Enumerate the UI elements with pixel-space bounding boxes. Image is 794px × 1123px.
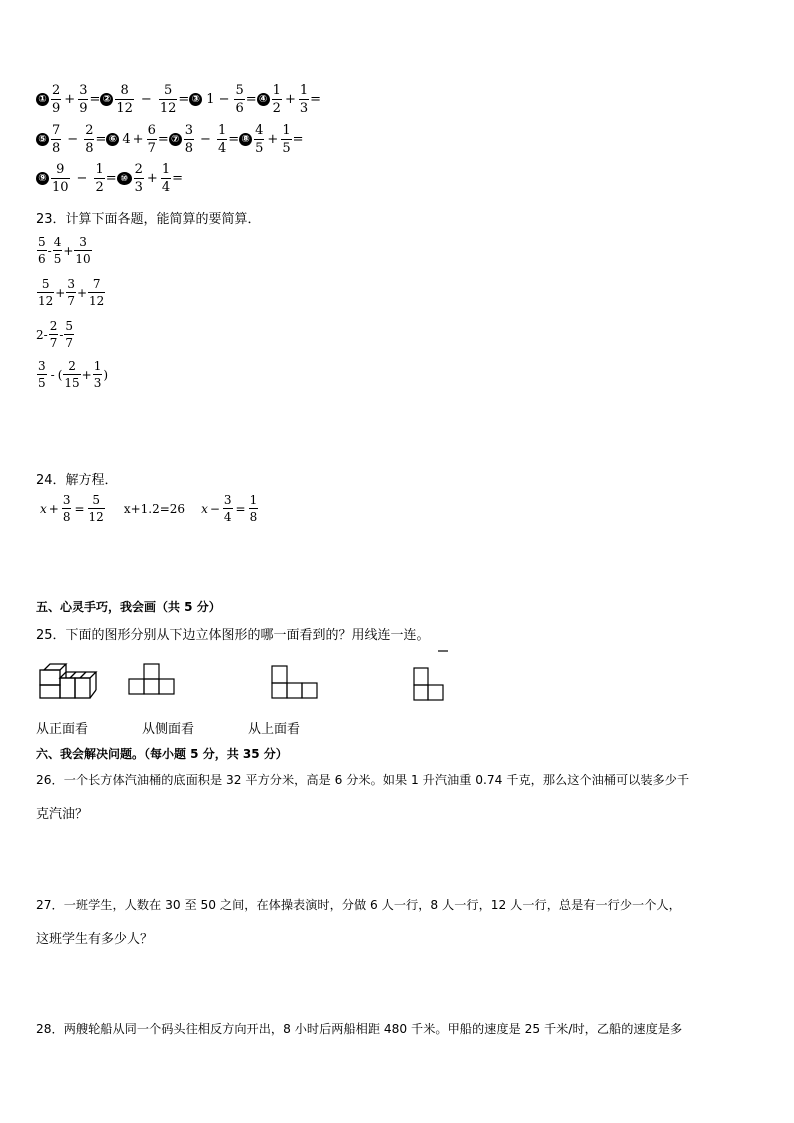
item-marker-6: ⑥ bbox=[106, 133, 119, 146]
section-6-heading: 六、我会解决问题。（每小题 5 分，共 35 分） bbox=[36, 747, 288, 761]
q23-expr-4: $\frac{3}{5}$ - ( $\frac{2}{15}$ + $\frac{1}{3}$ ) bbox=[38, 359, 109, 390]
fraction: $\frac{1}{5}$ bbox=[282, 123, 291, 156]
fraction: $\frac{5}{12}$ bbox=[159, 83, 177, 116]
q23-expr-3: 2- $\frac{2}{7}$ - $\frac{5}{7}$ bbox=[36, 319, 74, 350]
q23-expr-1: $\frac{5}{6}$ - $\frac{4}{5}$ + $\frac{3}{10}$ bbox=[38, 235, 91, 266]
q22-line-2: ⑤ $\frac{7}{8}$ − $\frac{2}{8}$ = ⑥ 4 + $\frac{6}{7}$ = ⑦ $\frac{3}{8}$ − $\frac{1}{4}$ = ⑧ $\frac{4}{5}$ + $\frac{1}{5}$ = bbox=[36, 124, 304, 155]
q25-title: 25．下面的图形分别从下边立体图形的哪一面看到的？用线连一连。 bbox=[36, 628, 430, 643]
q28-line-1: 28．两艘轮船从同一个码头往相反方向开出，8 小时后两船相距 480 千米。甲船的速度是 25 千米/时，乙船的速度是多 bbox=[36, 1022, 683, 1036]
q26-line-2: 克汽油？ bbox=[36, 807, 89, 822]
q27-line-1: 27．一班学生，人数在 30 至 50 之间，在体操表演时，分做 6 人一行，8 人一行，12 人一行，总是有一行少一个人， bbox=[36, 898, 681, 912]
fraction: $\frac{1}{2}$ bbox=[272, 83, 281, 116]
item-marker-8: ⑧ bbox=[239, 133, 252, 146]
solid-figure bbox=[36, 660, 106, 702]
fraction: $\frac{7}{8}$ bbox=[52, 123, 61, 156]
view-figure-1 bbox=[128, 662, 178, 698]
view-label-front: 从正面看 bbox=[36, 722, 89, 737]
view-label-top: 从上面看 bbox=[248, 722, 301, 737]
fraction: $\frac{5}{6}$ bbox=[235, 83, 244, 116]
item-marker-3: ③ bbox=[189, 93, 202, 106]
fraction: $\frac{1}{4}$ bbox=[161, 162, 171, 195]
item-marker-5: ⑤ bbox=[36, 133, 49, 146]
view-figure-3 bbox=[412, 648, 448, 704]
view-figure-2 bbox=[270, 664, 322, 700]
item-marker-10: ⑩ bbox=[117, 172, 132, 185]
q24-equation-2: x+1.2=26 bbox=[123, 501, 186, 516]
fraction: $\frac{3}{9}$ bbox=[79, 83, 88, 116]
fraction: $\frac{2}{3}$ bbox=[134, 162, 143, 195]
item-marker-1: ① bbox=[36, 93, 49, 106]
q24-equations: x + $\frac{3}{8}$ = $\frac{5}{12}$ x+1.2=26 x − $\frac{3}{4}$ = $\frac{1}{8}$ bbox=[40, 493, 258, 524]
q27-line-2: 这班学生有多少人？ bbox=[36, 932, 154, 947]
item-marker-2: ② bbox=[100, 93, 113, 106]
item-marker-9: ⑨ bbox=[36, 172, 49, 185]
item-marker-7: ⑦ bbox=[169, 133, 182, 146]
q26-line-1: 26．一个长方体汽油桶的底面积是 32 平方分米，高是 6 分米。如果 1 升汽油重 0.74 千克，那么这个油桶可以装多少千 bbox=[36, 773, 690, 787]
fraction: $\frac{1}{3}$ bbox=[299, 83, 309, 116]
fraction: $\frac{6}{7}$ bbox=[147, 123, 156, 156]
item-marker-4: ④ bbox=[257, 93, 270, 106]
fraction: $\frac{9}{10}$ bbox=[52, 162, 69, 195]
q23-expr-2: $\frac{5}{12}$ + $\frac{3}{7}$ + $\frac{7}{12}$ bbox=[38, 277, 105, 308]
view-label-side: 从侧面看 bbox=[142, 722, 195, 737]
q23-title: 23．计算下面各题，能简算的要简算． bbox=[36, 212, 261, 227]
fraction: $\frac{2}{8}$ bbox=[85, 123, 94, 156]
q22-line-3: ⑨ $\frac{9}{10}$ − $\frac{1}{2}$ = ⑩ $\frac{2}{3}$ + $\frac{1}{4}$ = bbox=[36, 163, 183, 194]
fraction: $\frac{2}{9}$ bbox=[52, 83, 61, 116]
section-5-heading: 五、心灵手巧，我会画（共 5 分） bbox=[36, 600, 221, 614]
fraction: $\frac{4}{5}$ bbox=[255, 123, 264, 156]
fraction: $\frac{1}{4}$ bbox=[217, 123, 227, 156]
fraction: $\frac{3}{8}$ bbox=[184, 123, 194, 156]
fraction: $\frac{1}{2}$ bbox=[95, 162, 104, 195]
q22-line-1: ① $\frac{2}{9}$ + $\frac{3}{9}$ = ② $\frac{8}{12}$ − $\frac{5}{12}$ = ③ 1 − $\frac{5}{6}$ = ④ $\frac{1}{2}$ + $\frac{1}{3}$ = bbox=[36, 84, 321, 115]
fraction: $\frac{8}{12}$ bbox=[116, 83, 133, 116]
q24-title: 24．解方程． bbox=[36, 473, 118, 488]
